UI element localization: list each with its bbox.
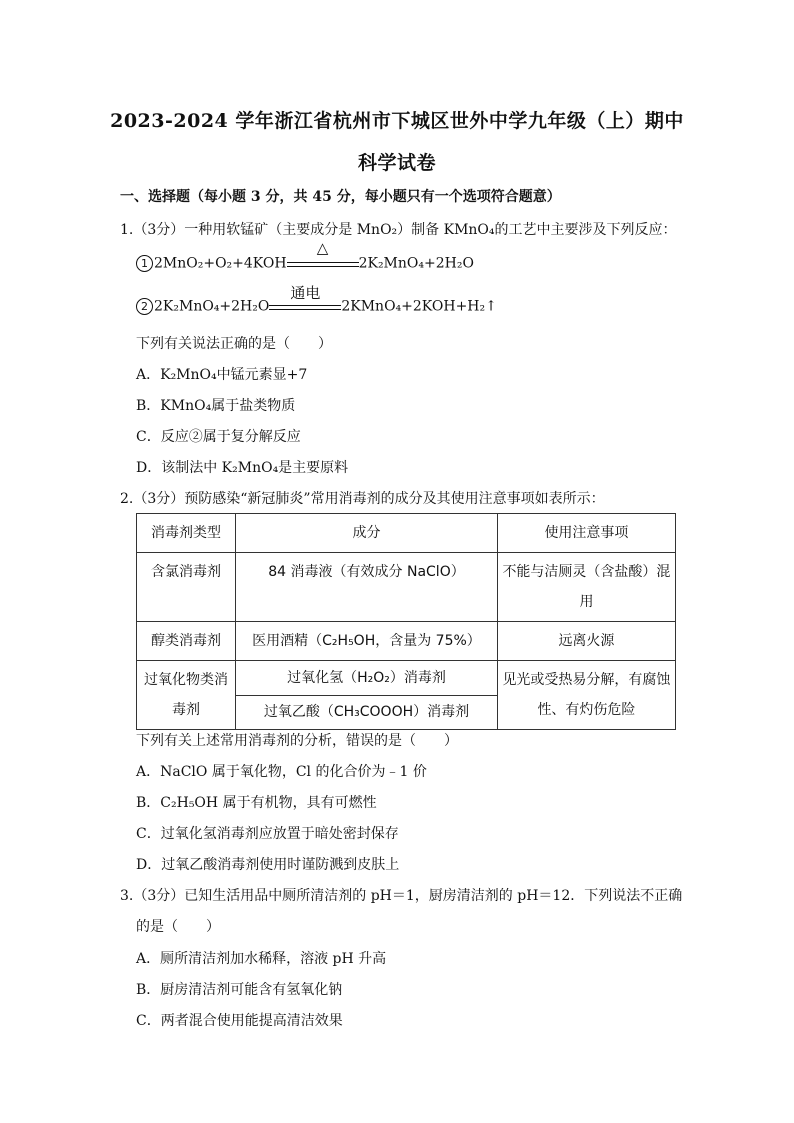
q2-stem: 2.（3分）预防感染“新冠肺炎”常用消毒剂的成分及其使用注意事项如表所示：: [120, 491, 605, 507]
cell-notes: 见光或受热易分解，有腐蚀性、有灼伤危险: [497, 661, 675, 730]
circled-number: 1: [136, 255, 153, 272]
cell-component: 84 消毒液（有效成分 NaClO）: [236, 553, 498, 622]
q1-equation-1: [136, 238, 474, 272]
cell-component: 过氧化氢（H₂O₂）消毒剂: [236, 661, 498, 696]
cell-type: 含氯消毒剂: [137, 553, 236, 622]
q3-option-c: C．两者混合使用能提高清洁效果: [136, 1013, 343, 1029]
q1-option-c: C．反应②属于复分解反应: [136, 429, 301, 445]
eq1-reactants: 2MnO₂+O₂+4KOH: [154, 255, 287, 272]
disinfectant-table: [136, 513, 676, 730]
q3-stem-continued: 的是（ ）: [136, 919, 220, 935]
cell-type: 醇类消毒剂: [137, 622, 236, 661]
cell-notes: 远离火源: [497, 622, 675, 661]
q2-option-d: D．过氧乙酸消毒剂使用时谨防溅到皮肤上: [136, 857, 400, 873]
heat-symbol: △: [316, 238, 329, 257]
cell-notes: 不能与洁厕灵（含盐酸）混用: [497, 553, 675, 622]
eq1-products: 2K₂MnO₄+2H₂O: [358, 255, 474, 272]
exam-title-line1: 2023-2024 学年浙江省杭州市下城区世外中学九年级（上）期中: [110, 110, 684, 132]
section-heading: 一、选择题（每小题 3 分，共 45 分，每小题只有一个选项符合题意）: [120, 189, 561, 205]
q1-equation-2: [136, 283, 497, 315]
eq2-products: 2KMnO₄+2KOH+H₂↑: [341, 298, 497, 315]
table-row: [137, 622, 676, 661]
cell-type: 过氧化物类消毒剂: [137, 661, 236, 730]
q2-question: 下列有关上述常用消毒剂的分析，错误的是（ ）: [136, 733, 458, 749]
circled-number: 2: [136, 298, 153, 315]
table-header-row: [137, 514, 676, 553]
q2-option-c: C．过氧化氢消毒剂应放置于暗处密封保存: [136, 826, 399, 842]
eq1-condition-sign: [287, 238, 359, 271]
header-cell-notes: 使用注意事项: [497, 514, 675, 553]
q1-option-a: A．K₂MnO₄中锰元素显+7: [136, 367, 308, 383]
q2-option-a: A．NaClO 属于氧化物，Cl 的化合价为﹣1 价: [136, 764, 427, 780]
q3-option-a: A．厕所清洁剂加水稀释，溶液 pH 升高: [136, 951, 387, 967]
cell-component: 医用酒精（C₂H₅OH，含量为 75%）: [236, 622, 498, 661]
header-cell-component: 成分: [236, 514, 498, 553]
q1-option-b: B．KMnO₄属于盐类物质: [136, 398, 296, 414]
q1-stem: 1.（3分）一种用软锰矿（主要成分是 MnO₂）制备 KMnO₄的工艺中主要涉及下列反应：: [120, 222, 677, 238]
q2-option-b: B．C₂H₅OH 属于有机物，具有可燃性: [136, 795, 377, 811]
cell-component: 过氧乙酸（CH₃COOOH）消毒剂: [236, 695, 498, 730]
q1-question: 下列有关说法正确的是（ ）: [136, 336, 332, 352]
q3-stem: 3.（3分）已知生活用品中厕所清洁剂的 pH＝1，厨房清洁剂的 pH＝12．下列说法不正确: [120, 888, 683, 904]
q1-option-d: D．该制法中 K₂MnO₄是主要原料: [136, 460, 349, 476]
q3-option-b: B．厨房清洁剂可能含有氢氧化钠: [136, 982, 343, 998]
eq2-reactants: 2K₂MnO₄+2H₂O: [154, 298, 270, 315]
electrolysis-label: 通电: [290, 283, 321, 302]
header-cell-type: 消毒剂类型: [137, 514, 236, 553]
eq2-condition-sign: [269, 283, 341, 314]
table-row: [137, 661, 676, 696]
table-row: [137, 553, 676, 622]
exam-title-line2: 科学试卷: [357, 152, 436, 174]
